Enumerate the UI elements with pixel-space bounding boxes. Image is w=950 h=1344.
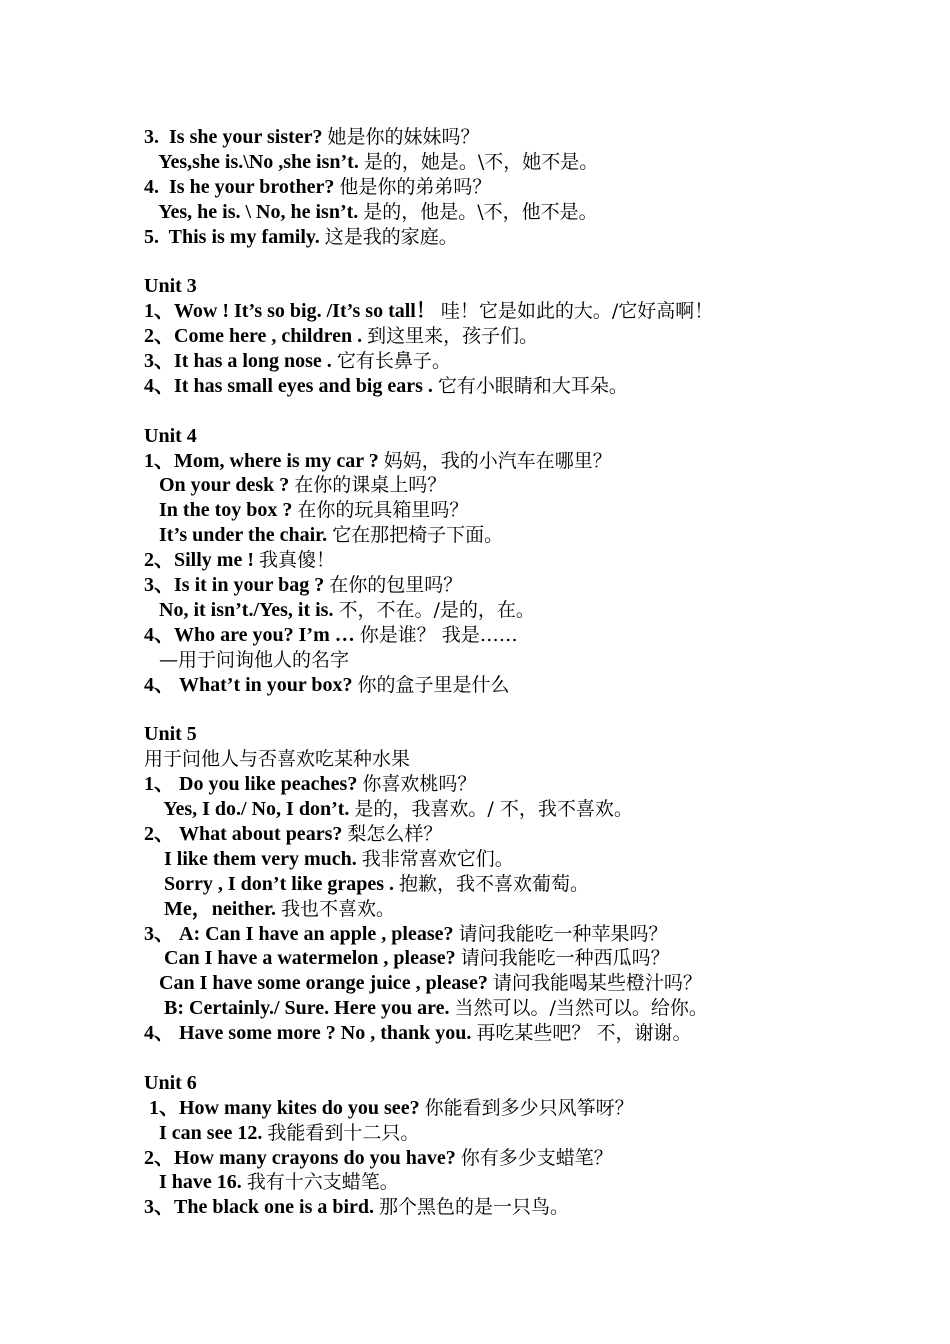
text-line (144, 149, 924, 174)
english-text (144, 649, 159, 671)
text-line (144, 597, 924, 622)
chinese-text: 我非常喜欢它们。 (361, 847, 514, 870)
text-line (144, 1194, 924, 1219)
english-text: 3. Is she your sister? (144, 126, 328, 148)
chinese-text: 不，不在。/是的，在。 (338, 598, 535, 621)
text-line (144, 896, 924, 921)
chinese-text: 再吃某些吧？ 不，谢谢。 (476, 1022, 692, 1045)
blank-line (144, 398, 924, 423)
chinese-text: 你有多少支蜡笔？ (460, 1146, 613, 1169)
chinese-text: 它有小眼睛和大耳朵。 (437, 374, 628, 397)
english-text: 1、How many kites do you see? (144, 1096, 425, 1119)
chinese-text: 请问我能吃一种西瓜吗？ (460, 947, 670, 970)
english-text: 2、 What about pears? (144, 822, 348, 845)
chinese-text: 当然可以。/当然可以。给你。 (454, 997, 708, 1020)
chinese-text: 这是我的家庭。 (324, 225, 458, 248)
chinese-text: 请问我能吃一种苹果吗？ (458, 922, 668, 945)
text-line (144, 522, 924, 547)
english-text: Can I have a watermelon , please? (144, 947, 461, 970)
english-text: On your desk ? (144, 474, 295, 497)
text-line (144, 547, 924, 572)
english-text: Yes,she is.\No ,she isn’t. (144, 150, 364, 173)
english-text: 3、It has a long nose . (144, 350, 337, 373)
chinese-text: 那个黑色的是一只鸟。 (379, 1196, 570, 1219)
text-line (144, 1120, 924, 1145)
english-text: B: Certainly./ Sure. Here you are. (144, 997, 455, 1020)
text-line (144, 1169, 924, 1194)
text-line (144, 796, 924, 821)
english-text: Unit 4 (144, 424, 197, 447)
blank-line (144, 1045, 924, 1070)
chinese-text: 哇！它是如此的大。/它好高啊！ (440, 300, 714, 323)
text-line (144, 995, 924, 1020)
text-line (144, 497, 924, 522)
english-text: 2、Silly me ! (144, 549, 259, 572)
chinese-text: 我有十六支蜡笔。 (246, 1171, 399, 1194)
english-text: Can I have some orange juice , please? (144, 972, 493, 995)
chinese-text: 是的，他是。\不，他不是。 (363, 200, 598, 223)
chinese-text: —用于问询他人的名字 (159, 648, 350, 671)
chinese-text: 你是谁？ 我是…… (359, 623, 518, 646)
text-line (144, 1095, 924, 1120)
chinese-text: 是的，她是。\不，她不是。 (363, 150, 599, 173)
english-text: I have 16. (144, 1171, 247, 1194)
english-text: 4、 What’t in your box? (144, 673, 358, 696)
english-text: Me，neither. (144, 897, 282, 920)
chinese-text: 在你的玩具箱里吗？ (297, 499, 469, 522)
english-text: 2、Come here , children . (144, 325, 368, 348)
english-text: 2、How many crayons do you have? (144, 1146, 461, 1169)
chinese-text: 抱歉，我不喜欢葡萄。 (399, 872, 590, 895)
chinese-text: 在你的课桌上吗？ (294, 474, 447, 497)
english-text: 1、 Do you like peaches? (144, 773, 363, 796)
chinese-text: 在你的包里吗？ (329, 574, 463, 597)
chinese-text: 你能看到多少只风筝呀？ (424, 1096, 634, 1119)
english-text: No, it isn’t./Yes, it is. (144, 598, 339, 621)
chinese-text: 我也不喜欢。 (281, 897, 396, 920)
text-line (144, 921, 924, 946)
text-line (144, 323, 924, 348)
text-line (144, 448, 924, 473)
english-text: 4、It has small eyes and big ears . (144, 374, 438, 397)
chinese-text: 请问我能喝某些橙汁吗？ (492, 972, 702, 995)
english-text: Yes, he is. \ No, he isn’t. (144, 200, 364, 223)
text-line (144, 821, 924, 846)
chinese-text: 你喜欢桃吗？ (362, 773, 477, 796)
english-text: 3、The black one is a bird. (144, 1196, 380, 1219)
text-line (144, 423, 924, 448)
english-text: In the toy box ? (144, 499, 298, 522)
text-line (144, 622, 924, 647)
chinese-text: 我真傻！ (259, 549, 336, 572)
english-text: 5. This is my family. (144, 225, 325, 248)
blank-line (144, 248, 924, 273)
english-text: Unit 3 (144, 275, 197, 298)
english-text: Unit 6 (144, 1071, 197, 1094)
text-line (144, 199, 924, 224)
text-line (144, 970, 924, 995)
chinese-text: 它在那把椅子下面。 (332, 524, 504, 547)
english-text: I like them very much. (144, 847, 362, 870)
english-text: 4、 Have some more ? No , thank you. (144, 1022, 477, 1045)
text-line (144, 1070, 924, 1095)
text-line (144, 945, 924, 970)
blank-line (144, 696, 924, 721)
text-line (144, 373, 924, 398)
text-line (144, 721, 924, 746)
english-text: It’s under the chair. (144, 524, 333, 547)
chinese-text: 到这里来，孩子们。 (367, 325, 539, 348)
text-line (144, 273, 924, 298)
text-line (144, 174, 924, 199)
chinese-text: 它有长鼻子。 (336, 350, 451, 373)
text-line (144, 348, 924, 373)
english-text: 3、Is it in your bag ? (144, 574, 330, 597)
english-text: 3、 A: Can I have an apple , please? (144, 922, 459, 945)
text-line (144, 647, 924, 672)
english-text: 1、Mom, where is my car ? (144, 449, 384, 472)
text-line (144, 1020, 924, 1045)
english-text: Yes, I do./ No, I don’t. (144, 798, 355, 821)
document-page (144, 124, 924, 1219)
text-line (144, 298, 924, 323)
text-line (144, 871, 924, 896)
chinese-text: 他是你的弟弟吗？ (339, 175, 492, 198)
text-line (144, 572, 924, 597)
chinese-text: 用于问他人与否喜欢吃某种水果 (144, 748, 411, 771)
english-text: 4、Who are you? I’m … (144, 623, 360, 646)
english-text: I can see 12. (144, 1121, 268, 1144)
chinese-text: 你的盒子里是什么 (357, 673, 510, 696)
english-text: 4. Is he your brother? (144, 175, 340, 198)
text-line (144, 672, 924, 697)
chinese-text: 梨怎么样？ (347, 822, 443, 845)
english-text: Unit 5 (144, 723, 197, 746)
text-line (144, 771, 924, 796)
text-line (144, 746, 924, 771)
english-text: 1、Wow ! It’s so big. /It’s so tall！ (144, 300, 441, 323)
text-line (144, 124, 924, 149)
text-line (144, 846, 924, 871)
text-line (144, 224, 924, 249)
english-text: Sorry , I don’t like grapes . (144, 872, 399, 895)
text-line (144, 472, 924, 497)
chinese-text: 她是你的妹妹吗？ (327, 126, 480, 148)
text-line (144, 1145, 924, 1170)
chinese-text: 妈妈，我的小汽车在哪里？ (383, 449, 612, 472)
chinese-text: 是的，我喜欢。/ 不，我不喜欢。 (354, 798, 633, 821)
chinese-text: 我能看到十二只。 (267, 1121, 420, 1144)
